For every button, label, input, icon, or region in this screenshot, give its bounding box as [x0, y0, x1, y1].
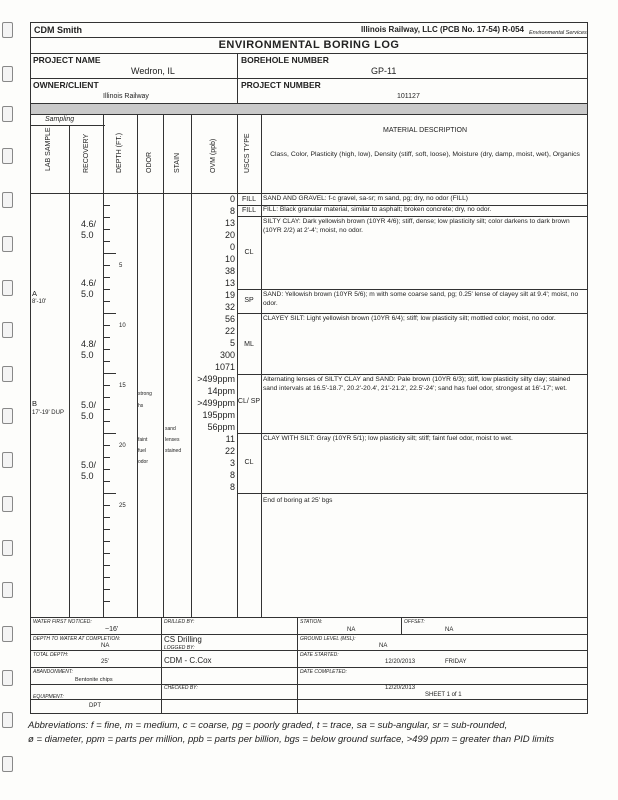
description-entry: FILL: Black granular material, similar to asphalt; broken concrete; dry, no odor. [263, 206, 492, 213]
depth-tick [103, 577, 110, 578]
station-value: NA [347, 627, 356, 633]
odor-note: hs [138, 403, 144, 409]
lab-sample-header: LAB SAMPLE [45, 127, 52, 171]
project-number-label: PROJECT NUMBER [241, 80, 321, 90]
ovm-reading: 22 [224, 326, 235, 336]
recovery-run-5: 5.0/ 5.0 [81, 460, 97, 481]
depth-label: 5 [119, 263, 123, 269]
form-title: ENVIRONMENTAL BORING LOG [218, 39, 400, 51]
binder-hole [2, 452, 13, 468]
divider [31, 114, 587, 115]
ovm-column [191, 193, 235, 513]
divider [401, 617, 402, 634]
depth-tick [103, 277, 110, 278]
odor-note: strong [138, 391, 152, 397]
ovm-reading: 3 [229, 458, 235, 468]
divider [161, 617, 162, 713]
shaded-band [31, 104, 587, 114]
ovm-reading: 0 [229, 194, 235, 204]
col-divider [163, 114, 164, 617]
binder-hole [2, 712, 13, 728]
depth-tick [103, 493, 116, 494]
recovery-run-4: 5.0/ 5.0 [81, 400, 97, 421]
stain-note: stained [165, 448, 182, 454]
divider [31, 53, 587, 54]
divider [31, 650, 587, 651]
ovm-reading: 11 [225, 434, 235, 444]
depth-tick [103, 253, 116, 254]
binder-hole [2, 66, 13, 82]
depth-label: 20 [119, 443, 126, 449]
divider [31, 684, 587, 685]
project-name-label: PROJECT NAME [33, 55, 101, 65]
recovery-run-1: 4.6/ 5.0 [81, 219, 97, 240]
description-entry: SAND: Yellowish brown (10YR 5/6); m with some coarse sand, pg; 0.25' lense of clayey silt at 9.4'; moist, no odor. [263, 291, 579, 307]
ovm-reading: 56 [224, 314, 235, 324]
description-entry: SILTY CLAY: Dark yellowish brown (10YR 4/6); stiff, dense; low plasticity silt; color darkens to dark brown (10YR 2/2) at 2'-4'; moist, no odor. [263, 218, 570, 234]
divider [31, 699, 587, 700]
binder-hole [2, 496, 13, 512]
material-header: MATERIAL DESCRIPTION [382, 127, 467, 134]
ovm-reading: 300 [219, 350, 235, 360]
binder-hole [2, 540, 13, 556]
depth-header: DEPTH (FT.) [116, 132, 123, 173]
depth-water-value: NA [101, 643, 110, 649]
odor-note: odor [138, 459, 149, 465]
ovm-reading: 14ppm [207, 386, 235, 396]
owner-label: OWNER/CLIENT [33, 80, 99, 90]
depth-tick [103, 217, 110, 218]
description-entry: CLAY WITH SILT: Gray (10YR 5/1); low plasticity silt; stiff; faint fuel odor, moist to wet. [263, 435, 513, 442]
divider [237, 53, 238, 107]
description-entry: CLAYEY SILT: Light yellowish brown (10YR 6/4); stiff; low plasticity silt; mottled color; moist, no odor. [263, 315, 556, 322]
depth-tick [103, 265, 110, 266]
col-divider [137, 114, 138, 617]
ovm-reading: 5 [229, 338, 235, 348]
depth-label: 25 [119, 503, 126, 509]
ovm-reading: 56ppm [207, 422, 235, 432]
binder-hole [2, 106, 13, 122]
divider [31, 78, 587, 79]
ovm-reading: 20 [224, 230, 235, 240]
sample-b-depth: 17'-19' DUP [32, 410, 64, 416]
binder-hole [2, 670, 13, 686]
ovm-reading: 8 [229, 206, 235, 216]
equipment-value: DPT [89, 703, 101, 709]
sample-a-depth: 8'-10' [32, 299, 47, 305]
total-depth-label: TOTAL DEPTH: [33, 652, 69, 658]
depth-tick [103, 505, 110, 506]
ovm-reading: >499ppm [197, 374, 235, 384]
binder-hole [2, 236, 13, 252]
borehole-label: BOREHOLE NUMBER [241, 55, 329, 65]
depth-tick [103, 349, 110, 350]
stain-note: lenses [165, 437, 180, 443]
depth-tick [103, 325, 110, 326]
depth-water-label: DEPTH TO WATER AT COMPLETION: [33, 636, 121, 642]
ovm-reading: 8 [229, 482, 235, 492]
abandonment-label: ABANDONMENT: [33, 669, 73, 675]
divider [297, 617, 298, 713]
water-first-label: WATER FIRST NOTICED: [33, 619, 92, 625]
depth-tick [103, 361, 110, 362]
day-value: FRIDAY [445, 659, 467, 665]
drilled-by-value: CS Drilling [164, 635, 202, 644]
offset-value: NA [445, 627, 454, 633]
boring-log-form [30, 22, 588, 714]
recovery-header: RECOVERY [83, 133, 90, 173]
depth-tick [103, 373, 116, 374]
odor-note: faint [138, 437, 148, 443]
date-started-value: 12/20/2013 [385, 659, 416, 665]
depth-label: 10 [119, 323, 126, 329]
material-rows [237, 193, 587, 513]
depth-tick [103, 601, 110, 602]
date-completed-label: DATE COMPLETED: [300, 669, 347, 675]
binder-hole [2, 756, 13, 772]
depth-tick [103, 445, 110, 446]
uscs-type: CL [244, 249, 254, 256]
offset-label: OFFSET: [404, 619, 425, 625]
stain-header: STAIN [174, 152, 181, 173]
sample-b-name: B [32, 399, 38, 408]
divider [31, 125, 105, 126]
date-completed-value: 12/20/2013 [385, 685, 416, 691]
client-reference: Illinois Railway, LLC (PCB No. 17-54) R-054 [361, 25, 524, 34]
station-label: STATION: [300, 619, 323, 625]
ovm-reading: 1071 [214, 362, 235, 372]
depth-label: 15 [119, 383, 126, 389]
ovm-reading: 8 [229, 470, 235, 480]
uscs-type: FILL [241, 207, 256, 214]
odor-note: fuel [138, 448, 147, 454]
ovm-header: OVM (ppb) [210, 138, 217, 173]
date-started-label: DATE STARTED: [300, 652, 339, 658]
water-first-value: ~16' [105, 626, 119, 633]
depth-tick [103, 565, 110, 566]
ovm-reading: 22 [224, 446, 235, 456]
depth-tick [103, 421, 110, 422]
sample-a-name: A [32, 289, 38, 298]
uscs-type: ML [244, 341, 254, 348]
logged-by-value: CDM - C.Cox [164, 656, 212, 665]
binder-hole [2, 322, 13, 338]
depth-tick [103, 481, 110, 482]
divider [31, 634, 587, 635]
ovm-reading: 195ppm [202, 410, 235, 420]
owner-value: Illinois Railway [103, 93, 149, 100]
binder-hole [2, 626, 13, 642]
company-name: CDM Smith [34, 25, 82, 35]
project-name-value: Wedron, IL [131, 66, 175, 76]
binder-hole [2, 192, 13, 208]
description-entry: Alternating lenses of SILTY CLAY and SAND: Pale brown (10YR 6/3); stiff, low plasticity silty clay; stained sand intervals at 16.5'-18.7', 20.2'-20.4', 21'-21.2', 22.5'-24'; sand has fuel odor, strongest at 16'-17'; wet. [263, 376, 571, 392]
ovm-reading: >499ppm [197, 398, 235, 408]
total-depth-value: 25' [101, 659, 109, 665]
ovm-reading: 19 [224, 290, 235, 300]
depth-tick [103, 529, 110, 530]
divider [31, 617, 587, 618]
depth-tick [103, 541, 110, 542]
uscs-type: CL [244, 459, 254, 466]
binder-hole [2, 148, 13, 164]
depth-tick [103, 409, 110, 410]
checked-by-label: CHECKED BY: [164, 685, 198, 691]
ground-level-label: GROUND LEVEL (MSL): [300, 636, 356, 642]
ovm-reading: 10 [224, 254, 235, 264]
ovm-reading: 13 [224, 218, 235, 228]
sheet-number: SHEET 1 of 1 [425, 692, 462, 698]
depth-tick [103, 397, 110, 398]
borehole-value: GP-11 [371, 66, 397, 76]
abbreviations-line-1: Abbreviations: f = fine, m = medium, c = coarse, pg = poorly graded, t = trace, sa = sub-angular, sr = sub-rounded, [28, 720, 508, 731]
uscs-header: USCS TYPE [244, 133, 251, 173]
description-column [261, 193, 587, 513]
drilled-by-label: DRILLED BY: [164, 619, 195, 625]
description-entry: SAND AND GRAVEL: f-c gravel, sa-sr; m sand, pg; dry, no odor (FILL) [263, 195, 468, 202]
ground-level-value: NA [379, 643, 388, 649]
uscs-type: FILL [241, 196, 256, 203]
depth-tick [103, 241, 110, 242]
ovm-reading: 13 [224, 278, 235, 288]
binder-hole [2, 22, 13, 38]
depth-tick [103, 301, 110, 302]
equipment-label: EQUIPMENT: [33, 694, 64, 700]
abandonment-value: Bentonite chips [75, 677, 113, 683]
project-number-value: 101127 [397, 93, 420, 100]
col-divider [69, 125, 70, 617]
divider [31, 37, 587, 38]
depth-tick [103, 385, 110, 386]
ovm-reading: 32 [224, 302, 235, 312]
binder-hole [2, 582, 13, 598]
recovery-run-2: 4.6/ 5.0 [81, 278, 97, 299]
depth-tick [103, 289, 110, 290]
depth-tick [103, 469, 110, 470]
sampling-header: Sampling [45, 116, 75, 123]
logged-by-label: LOGGED BY: [164, 645, 195, 651]
depth-tick [103, 433, 116, 434]
stamp-text: Environmental Services [529, 30, 587, 36]
divider [31, 667, 587, 668]
description-entry: End of boring at 25' bgs [263, 497, 333, 504]
depth-tick [103, 553, 110, 554]
ovm-reading: 38 [224, 266, 235, 276]
depth-tick [103, 589, 110, 590]
uscs-type: SP [244, 297, 254, 304]
stain-note: sand [165, 426, 176, 432]
depth-tick [103, 517, 110, 518]
recovery-run-3: 4.8/ 5.0 [81, 339, 97, 360]
depth-tick [103, 457, 110, 458]
depth-scale [103, 193, 137, 617]
depth-tick [103, 337, 110, 338]
ovm-reading: 0 [229, 242, 235, 252]
depth-tick [103, 313, 116, 314]
odor-header: ODOR [146, 152, 153, 173]
binder-hole [2, 408, 13, 424]
depth-tick [103, 205, 110, 206]
binder-hole [2, 366, 13, 382]
depth-tick [103, 229, 110, 230]
binder-hole [2, 280, 13, 296]
uscs-type: CL/ SP [237, 398, 261, 405]
material-subheader: Class, Color, Plasticity (high, low), Density (stiff, soft, loose), Moisture (dry, damp, moist, wet), Organics [270, 151, 580, 158]
abbreviations-line-2: ø = diameter, ppm = parts per million, ppb = parts per billion, bgs = below ground surface, >499 ppm = greater than PID limits [28, 734, 554, 745]
